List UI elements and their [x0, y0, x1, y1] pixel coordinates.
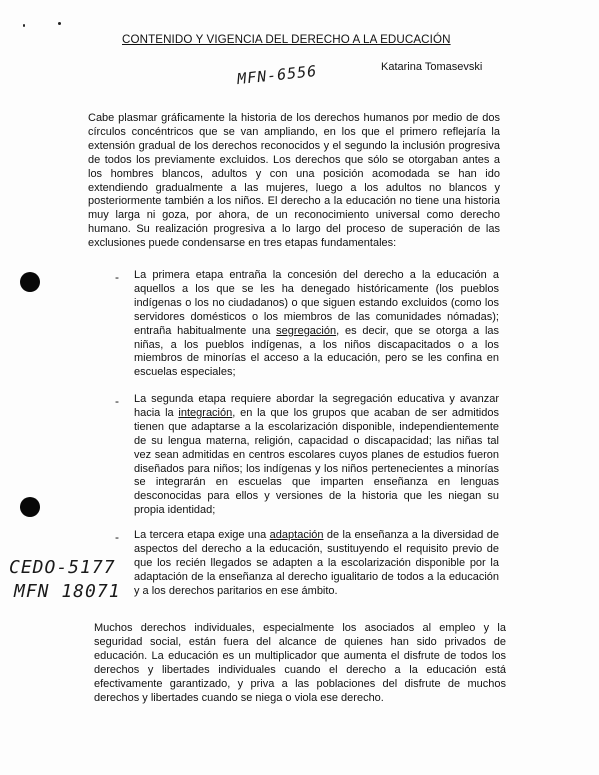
handwritten-reference-left: CEDO-5177 [9, 557, 116, 578]
list-item-second-stage [134, 393, 499, 518]
closing-paragraph: Muchos derechos individuales, especialmente los asociados al empleo y la seguridad social, están fuera del alcance de quienes han sido privados de educación. La educación es un multiplicador que aumenta el disfrute de todos los derechos y libertades individuales cuando el derecho a la educación está efectivamente garantizado, y priva a las poblaciones del disfrute de muchos derechos y libertades cuando se niega o viola ese derecho. [94, 622, 506, 704]
bullet-marker: - [115, 530, 119, 544]
intro-paragraph: Cabe plasmar gráficamente la historia de los derechos humanos por medio de dos círculos concéntricos que se van ampliando, en los que el primero reflejaría la extensión gradual de los derechos reconocidos y el segundo la inclusión progresiva de todos los previamente excluidos. Los derechos que sólo se otorgaban antes a los hombres blancos, adultos y con una posición acomodada se han ido extendiendo gradualmente a las mujeres, luego a los adultos no blancos y posteriormente también a los niños. El derecho a la educación no tiene una historia muy larga ni goza, por ahora, de un reconocimiento universal como derecho humano. Su realización progresiva a lo largo del proceso de superación de las exclusiones puede condensarse en tres etapas fundamentales: [88, 112, 500, 250]
author-name: Katarina Tomasevski [381, 61, 483, 73]
document-title: CONTENIDO Y VIGENCIA DEL DERECHO A LA EDUCACIÓN [122, 33, 451, 46]
list-item-text: , es decir, que se otorga a las niñas, a los pueblos indígenas, a los niños discapacitados o a los miembros de minorías el acceso a la educación, pero se les confina en escuelas especiales; [134, 324, 500, 379]
handwritten-reference-top: MFN-6556 [236, 61, 318, 89]
list-item-text: La tercera etapa exige una [134, 529, 270, 541]
scan-speck [58, 22, 61, 25]
list-item-text: , en la que los grupos que acaban de ser admitidos tienen que adaptarse a la escolarización disponible, independientemente de su lengua materna, religión, capacidad o discapacidad; las niñas tal vez sean admitidas en centros escolares cuyos planes de estudios fueron diseñados para niños; los indígenas y los niños pertenecientes a minorías se integrarán en escuelas que imparten enseñanza en lenguas desconocidas para ellos y versiones de la historia que les niegan su propia identidad; [134, 406, 499, 517]
punch-hole [20, 272, 40, 292]
punch-hole [20, 497, 40, 517]
key-term-segregacion: segregación [276, 324, 337, 337]
handwritten-reference-left: MFN 18071 [14, 581, 121, 602]
bullet-marker: - [115, 270, 119, 284]
scan-speck [23, 24, 25, 27]
key-term-adaptacion: adaptación [269, 529, 324, 541]
list-item-text: La segunda etapa requiere abordar la segregación educativa y avanzar hacia la [134, 393, 499, 419]
list-item-third-stage [134, 529, 499, 599]
key-term-integracion: integración [178, 406, 233, 419]
list-item-first-stage [134, 269, 499, 380]
list-item-text: de la enseñanza a la diversidad de aspectos del derecho a la educación, sustituyendo el requisito previo de que los recién llegados se adapten a la escolarización disponible por la adaptación de la enseñanza al derecho igualitario de todos a la educación y a los derechos paritarios en ese ámbito. [134, 529, 499, 597]
bullet-marker: - [115, 394, 119, 408]
list-item-text: La primera etapa entraña la concesión del derecho a la educación a aquellos a los que se les ha denegado históricamente (los pueblos indígenas o los no ciudadanos) o que siguen estando excluidos (como los servidores domésticos o los miembros de las comunidades nómadas); entraña habitualmente una [134, 269, 499, 337]
